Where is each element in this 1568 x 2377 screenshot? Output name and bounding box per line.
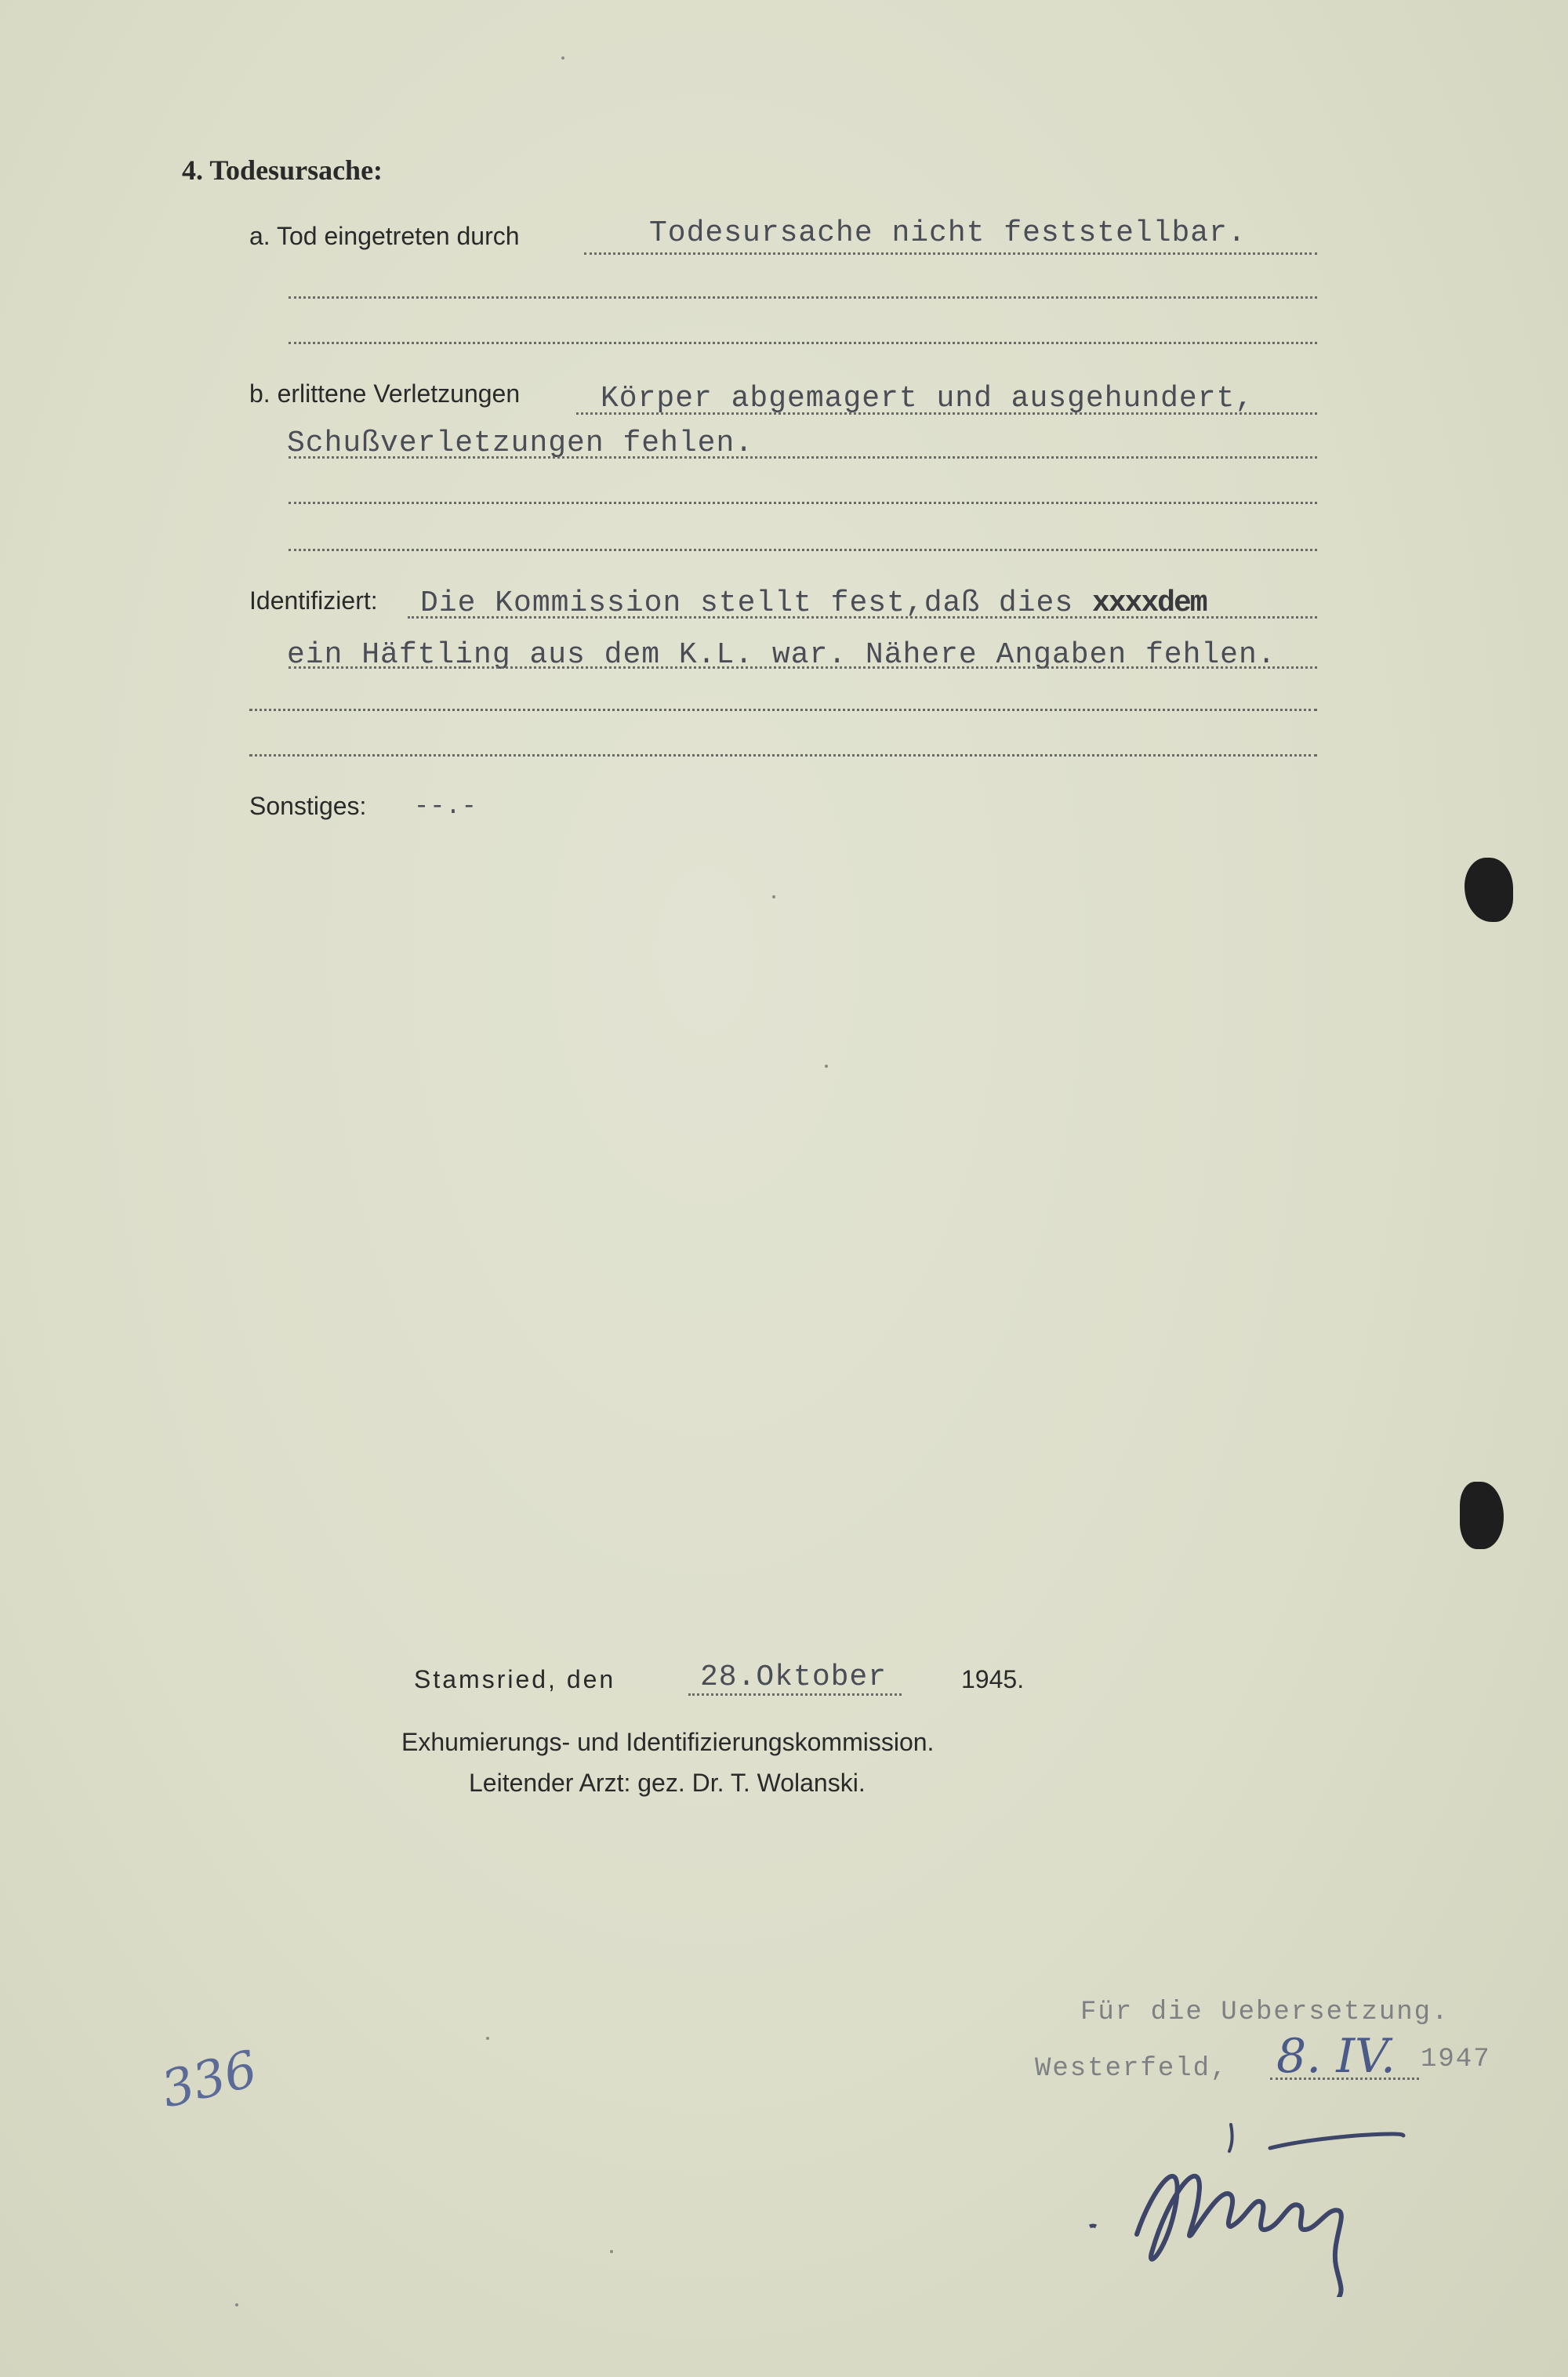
- identified-value-line2: ein Häftling aus dem K.L. war. Nähere Angaben fehlen.: [287, 638, 1276, 672]
- place-and-date-label: Stamsried, den: [414, 1665, 616, 1693]
- dotted-line: [688, 1693, 902, 1696]
- handwritten-date: 8. IV.: [1276, 2029, 1396, 2084]
- date-value: 28.Oktober: [700, 1660, 887, 1694]
- paper-speck: [610, 2250, 613, 2253]
- other-label: Sonstiges:: [249, 792, 367, 820]
- dotted-line: [584, 252, 1317, 255]
- translation-stamp-place: Westerfeld,: [1035, 2054, 1229, 2084]
- paper-speck: [772, 895, 775, 898]
- section-heading: 4. Todesursache:: [182, 154, 383, 186]
- cause-of-death-label: a. Tod eingetreten durch: [249, 222, 520, 250]
- cause-of-death-value: Todesursache nicht feststellbar.: [649, 216, 1247, 250]
- dotted-line: [289, 666, 1317, 669]
- dotted-line: [289, 342, 1317, 344]
- paper-speck: [235, 2303, 238, 2306]
- paper-speck: [486, 2037, 489, 2040]
- ink-spot: [1460, 1482, 1504, 1549]
- injuries-label: b. erlittene Verletzungen: [249, 379, 521, 408]
- commission-name: Exhumierungs- und Identifizierungskommission.: [401, 1728, 935, 1756]
- translation-stamp-line1: Für die Uebersetzung.: [1080, 1998, 1450, 2027]
- handwritten-signature: [1082, 2109, 1458, 2297]
- dotted-line: [249, 754, 1317, 757]
- injuries-value-line1: Körper abgemagert und ausgehundert,: [601, 382, 1254, 416]
- dotted-line: [289, 296, 1317, 299]
- dotted-line: [576, 412, 1317, 415]
- dotted-line: [408, 616, 1317, 619]
- dotted-line: [289, 502, 1317, 504]
- archive-number: 336: [155, 2040, 263, 2120]
- dotted-line: [289, 456, 1317, 459]
- ink-spot: [1465, 858, 1513, 922]
- identified-label: Identifiziert:: [249, 586, 378, 615]
- identified-value-line1: Die Kommission stellt fest,daß dies xxxxdem: [420, 586, 1207, 620]
- struck-out-text: xxxxdem: [1091, 586, 1207, 620]
- other-value: --.-: [414, 792, 477, 821]
- paper-speck: [825, 1065, 828, 1068]
- dotted-line: [1270, 2078, 1419, 2080]
- doctor-signature-line: Leitender Arzt: gez. Dr. T. Wolanski.: [469, 1769, 866, 1797]
- translation-stamp-year: 1947: [1421, 2045, 1491, 2074]
- year: 1945.: [961, 1665, 1025, 1693]
- paper-speck: [561, 56, 564, 60]
- dotted-line: [289, 549, 1317, 551]
- dotted-line: [249, 709, 1317, 711]
- injuries-value-line2: Schußverletzungen fehlen.: [287, 426, 754, 460]
